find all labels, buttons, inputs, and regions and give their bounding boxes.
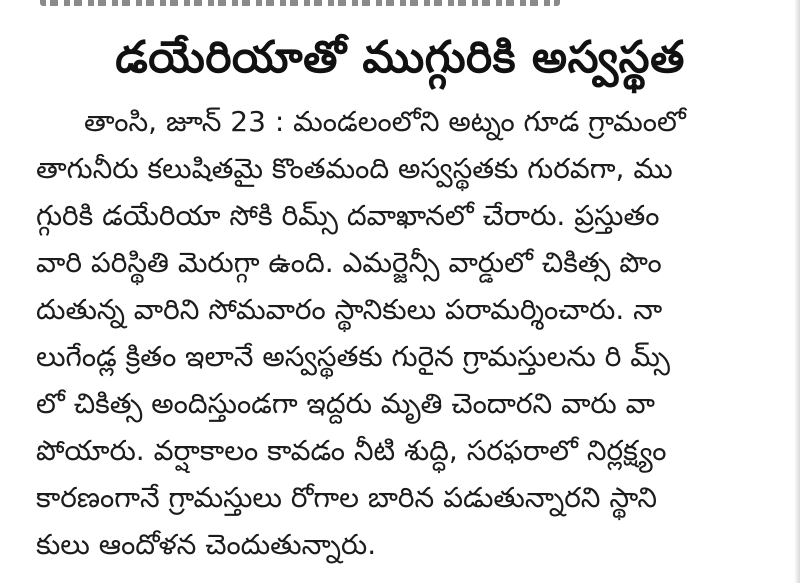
cropped-text-fragment: [40, 0, 560, 6]
article-line: కారణంగానే గ్రామస్తులు రోగాల బారిన పడుతున్నారని స్థాని: [36, 481, 658, 514]
article-line: లుగేండ్ల క్రితం ఇలానే అస్వస్థతకు గురైన గ్రామస్తులను రి మ్స్: [36, 340, 670, 373]
article-line: పోయారు. వర్షాకాలం కావడం నీటి శుద్ధి, సరఫరాలో నిర్లక్ష్యం: [36, 434, 667, 467]
article-line: లో చికిత్స అందిస్తుండగా ఇద్దరు మృతి చెందారని వారు వా: [36, 387, 655, 420]
article-line: తాంసి, జూన్ 23 : మండలంలోని అట్నం గూడ గ్రామంలో: [84, 105, 686, 138]
article-line: కులు ఆందోళన చెందుతున్నారు.: [36, 528, 377, 561]
page-edge-shadow: [794, 0, 800, 583]
article-line: దుతున్న వారిని సోమవారం స్థానికులు పరామర్శించారు. నా: [36, 293, 663, 326]
article-line: తాగునీరు కలుషితమై కొంతమంది అస్వస్థతకు గురవగా, ము: [36, 152, 673, 185]
article-line: వారి పరిస్థితి మెరుగ్గా ఉంది. ఎమర్జెన్సీ వార్డులో చికిత్స పొం: [36, 246, 662, 279]
article-body: [36, 98, 776, 568]
article-headline: డయేరియాతో ముగ్గురికి అస్వస్థత: [115, 32, 685, 83]
cropped-previous-text: [0, 0, 800, 12]
article-line: గ్గురికి డయేరియా సోకి రిమ్స్ దవాఖానలో చేరారు. ప్రస్తుతం: [36, 199, 660, 232]
